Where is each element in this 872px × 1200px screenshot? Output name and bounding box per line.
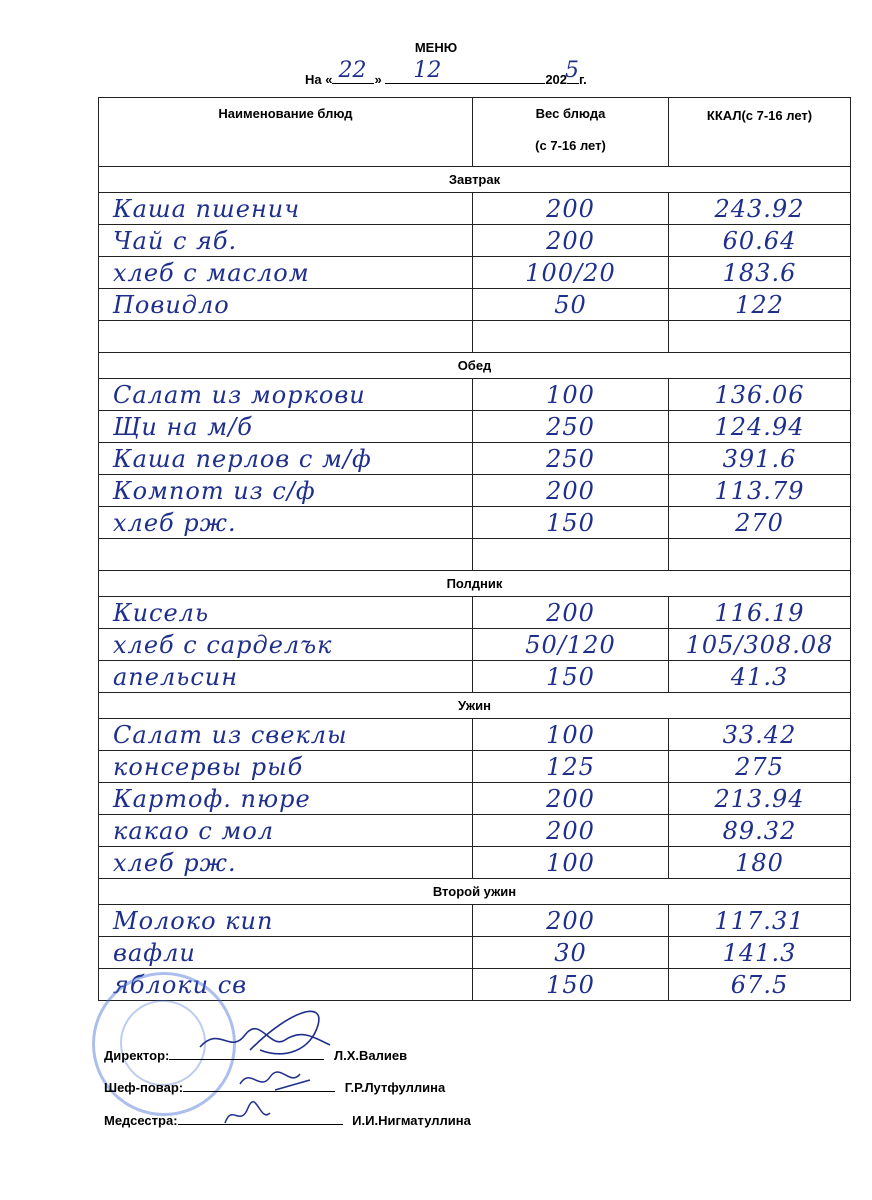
empty-cell — [473, 321, 669, 353]
dish-name-cell — [99, 719, 473, 751]
table-row — [99, 411, 851, 443]
table-row — [99, 719, 851, 751]
empty-cell — [473, 539, 669, 571]
dish-name-cell — [99, 443, 473, 475]
dish-kcal-cell — [669, 815, 851, 847]
dish-kcal: 141.3 — [722, 938, 797, 967]
dish-kcal-cell — [669, 257, 851, 289]
dish-name: апельсин — [113, 662, 239, 691]
empty-cell — [99, 321, 473, 353]
year-field — [565, 58, 580, 84]
dish-weight-cell — [473, 719, 669, 751]
year-prefix: 202 — [545, 72, 568, 87]
dish-weight-cell — [473, 661, 669, 693]
dish-name: Салат из моркови — [113, 380, 366, 409]
dish-weight-cell — [473, 815, 669, 847]
dish-name-cell — [99, 661, 473, 693]
dish-kcal-cell — [669, 847, 851, 879]
dish-weight-cell — [473, 629, 669, 661]
dish-weight-cell — [473, 969, 669, 1001]
chef-row — [104, 1079, 445, 1095]
chef-name: Г.Р.Лутфуллина — [344, 1080, 446, 1095]
section-row-lunch — [99, 353, 851, 379]
month-field — [385, 58, 545, 84]
dish-weight-cell — [473, 193, 669, 225]
dish-kcal: 113.79 — [714, 476, 805, 505]
dish-weight-cell — [473, 597, 669, 629]
dish-name: Каша пшенич — [113, 194, 301, 223]
page-title: МЕНЮ — [414, 40, 458, 55]
table-row — [99, 475, 851, 507]
director-label: Директор: — [104, 1048, 170, 1063]
dish-weight-cell — [473, 905, 669, 937]
dish-name: Щи на м/б — [113, 412, 253, 441]
dish-weight: 125 — [546, 752, 595, 781]
table-row — [99, 225, 851, 257]
dish-weight-cell — [473, 937, 669, 969]
dish-name-cell — [99, 411, 473, 443]
empty-cell — [669, 321, 851, 353]
dish-weight: 30 — [554, 938, 587, 967]
chef-sign-line — [183, 1079, 335, 1092]
table-row — [99, 507, 851, 539]
col-header-kcal: ККАЛ(с 7-16 лет) — [669, 98, 851, 167]
dish-weight: 250 — [546, 412, 595, 441]
dish-name: хлеб рж. — [113, 508, 237, 537]
dish-kcal: 41.3 — [730, 662, 789, 691]
table-row — [99, 257, 851, 289]
dish-weight-cell — [473, 751, 669, 783]
dish-name: Чай с яб. — [113, 226, 238, 255]
dish-kcal: 183.6 — [722, 258, 797, 287]
dish-name-cell — [99, 905, 473, 937]
section-label: Второй ужин — [99, 879, 851, 905]
dish-weight: 200 — [546, 194, 595, 223]
dish-weight-cell — [473, 847, 669, 879]
table-row — [99, 661, 851, 693]
dish-name-cell — [99, 257, 473, 289]
dish-name-cell — [99, 629, 473, 661]
dish-weight: 100 — [546, 380, 595, 409]
dish-name: Кисель — [113, 598, 210, 627]
dish-weight: 50/120 — [525, 630, 616, 659]
day-value: 22 — [338, 58, 367, 83]
empty-cell — [99, 539, 473, 571]
dish-name-cell — [99, 783, 473, 815]
table-row — [99, 751, 851, 783]
dish-name-cell — [99, 597, 473, 629]
dish-name-cell — [99, 507, 473, 539]
dish-name: Компот из с/ф — [113, 476, 316, 505]
year-digit: 5 — [565, 58, 580, 83]
dish-kcal: 243.92 — [714, 194, 805, 223]
dish-weight: 100 — [546, 720, 595, 749]
empty-cell — [669, 539, 851, 571]
dish-name-cell — [99, 751, 473, 783]
dish-kcal: 136.06 — [714, 380, 805, 409]
dish-weight-cell — [473, 225, 669, 257]
day-field — [332, 58, 374, 84]
dish-name: Молоко кип — [113, 906, 274, 935]
table-row — [99, 847, 851, 879]
dish-name-cell — [99, 379, 473, 411]
nurse-name: И.И.Нигматуллина — [352, 1113, 471, 1128]
dish-name-cell — [99, 193, 473, 225]
chef-label: Шеф-повар: — [104, 1080, 184, 1095]
dish-kcal: 33.42 — [722, 720, 797, 749]
table-row — [99, 783, 851, 815]
dish-weight: 250 — [546, 444, 595, 473]
dish-name: консервы рыб — [113, 752, 304, 781]
dish-kcal-cell — [669, 507, 851, 539]
dish-weight-cell — [473, 475, 669, 507]
dish-weight: 200 — [546, 476, 595, 505]
dish-weight-cell — [473, 379, 669, 411]
dish-weight: 150 — [546, 970, 595, 999]
dish-name: какао с мол — [113, 816, 275, 845]
dish-kcal: 117.31 — [714, 906, 805, 935]
dish-kcal: 60.64 — [722, 226, 797, 255]
table-row — [99, 905, 851, 937]
section-label: Полдник — [99, 571, 851, 597]
dish-kcal: 275 — [735, 752, 784, 781]
dish-name: яблоки св — [113, 970, 248, 999]
dish-name-cell — [99, 937, 473, 969]
dish-kcal-cell — [669, 597, 851, 629]
nurse-sign-line — [178, 1112, 343, 1125]
section-row-breakfast — [99, 167, 851, 193]
dish-kcal: 124.94 — [714, 412, 805, 441]
dish-name: Каша перлов с м/ф — [113, 444, 372, 473]
section-label: Обед — [99, 353, 851, 379]
director-name: Л.Х.Валиев — [333, 1048, 408, 1063]
dish-kcal: 391.6 — [722, 444, 797, 473]
dish-kcal-cell — [669, 751, 851, 783]
dish-kcal-cell — [669, 969, 851, 1001]
dish-weight: 150 — [546, 662, 595, 691]
table-row — [99, 597, 851, 629]
dish-kcal-cell — [669, 443, 851, 475]
dish-kcal-cell — [669, 193, 851, 225]
dish-name-cell — [99, 225, 473, 257]
dish-weight: 100/20 — [525, 258, 616, 287]
dish-weight-cell — [473, 257, 669, 289]
dish-name-cell — [99, 289, 473, 321]
dish-kcal: 67.5 — [730, 970, 789, 999]
dish-name-cell — [99, 815, 473, 847]
dish-weight-cell — [473, 783, 669, 815]
table-row — [99, 443, 851, 475]
dish-kcal-cell — [669, 379, 851, 411]
nurse-label: Медсестра: — [104, 1113, 178, 1128]
dish-kcal-cell — [669, 905, 851, 937]
dish-name: хлеб с маслом — [113, 258, 310, 287]
dish-kcal-cell — [669, 661, 851, 693]
table-row — [99, 193, 851, 225]
year-suffix: г. — [579, 72, 587, 87]
dish-kcal: 270 — [735, 508, 784, 537]
dish-name: Повидло — [113, 290, 230, 319]
dish-weight-cell — [473, 411, 669, 443]
dish-kcal: 122 — [735, 290, 784, 319]
dish-kcal-cell — [669, 937, 851, 969]
date-mid: » — [374, 72, 382, 87]
dish-name: Салат из свеклы — [113, 720, 348, 749]
dish-kcal-cell — [669, 783, 851, 815]
dish-kcal-cell — [669, 225, 851, 257]
section-label: Ужин — [99, 693, 851, 719]
dish-kcal-cell — [669, 411, 851, 443]
dish-name: хлеб рж. — [113, 848, 237, 877]
nurse-row — [104, 1112, 471, 1128]
dish-kcal-cell — [669, 629, 851, 661]
dish-weight: 200 — [546, 906, 595, 935]
dish-kcal-cell — [669, 289, 851, 321]
dish-weight: 150 — [546, 508, 595, 537]
table-row — [99, 289, 851, 321]
date-prefix: На « — [305, 72, 333, 87]
dish-name: вафли — [113, 938, 196, 967]
dish-weight-cell — [473, 289, 669, 321]
dish-name: хлеб с сарделък — [113, 630, 333, 659]
date-line — [305, 58, 587, 87]
dish-weight: 200 — [546, 226, 595, 255]
dish-kcal-cell — [669, 475, 851, 507]
col-header-name: Наименование блюд — [99, 98, 473, 167]
director-sign-line — [169, 1047, 324, 1060]
section-row-dinner — [99, 693, 851, 719]
dish-kcal: 180 — [735, 848, 784, 877]
table-row — [99, 937, 851, 969]
table-row — [99, 815, 851, 847]
dish-weight: 200 — [546, 784, 595, 813]
dish-weight: 50 — [554, 290, 587, 319]
dish-weight: 200 — [546, 816, 595, 845]
col-header-weight: Вес блюда (с 7-16 лет) — [473, 98, 669, 167]
month-value: 12 — [413, 58, 442, 83]
dish-kcal: 105/308.08 — [685, 630, 834, 659]
dish-kcal: 89.32 — [722, 816, 797, 845]
dish-weight-cell — [473, 443, 669, 475]
dish-kcal-cell — [669, 719, 851, 751]
dish-name-cell — [99, 847, 473, 879]
section-row-second-dinner — [99, 879, 851, 905]
empty-row — [99, 539, 851, 571]
section-label: Завтрак — [99, 167, 851, 193]
dish-weight-cell — [473, 507, 669, 539]
menu-table — [98, 97, 851, 1001]
dish-weight: 200 — [546, 598, 595, 627]
dish-name-cell — [99, 475, 473, 507]
table-row — [99, 629, 851, 661]
dish-kcal: 213.94 — [714, 784, 805, 813]
section-row-snack — [99, 571, 851, 597]
dish-kcal: 116.19 — [714, 598, 805, 627]
dish-name: Картоф. пюре — [113, 784, 311, 813]
table-header-row — [99, 98, 851, 167]
empty-row — [99, 321, 851, 353]
dish-weight: 100 — [546, 848, 595, 877]
director-row — [104, 1047, 407, 1063]
table-row — [99, 379, 851, 411]
